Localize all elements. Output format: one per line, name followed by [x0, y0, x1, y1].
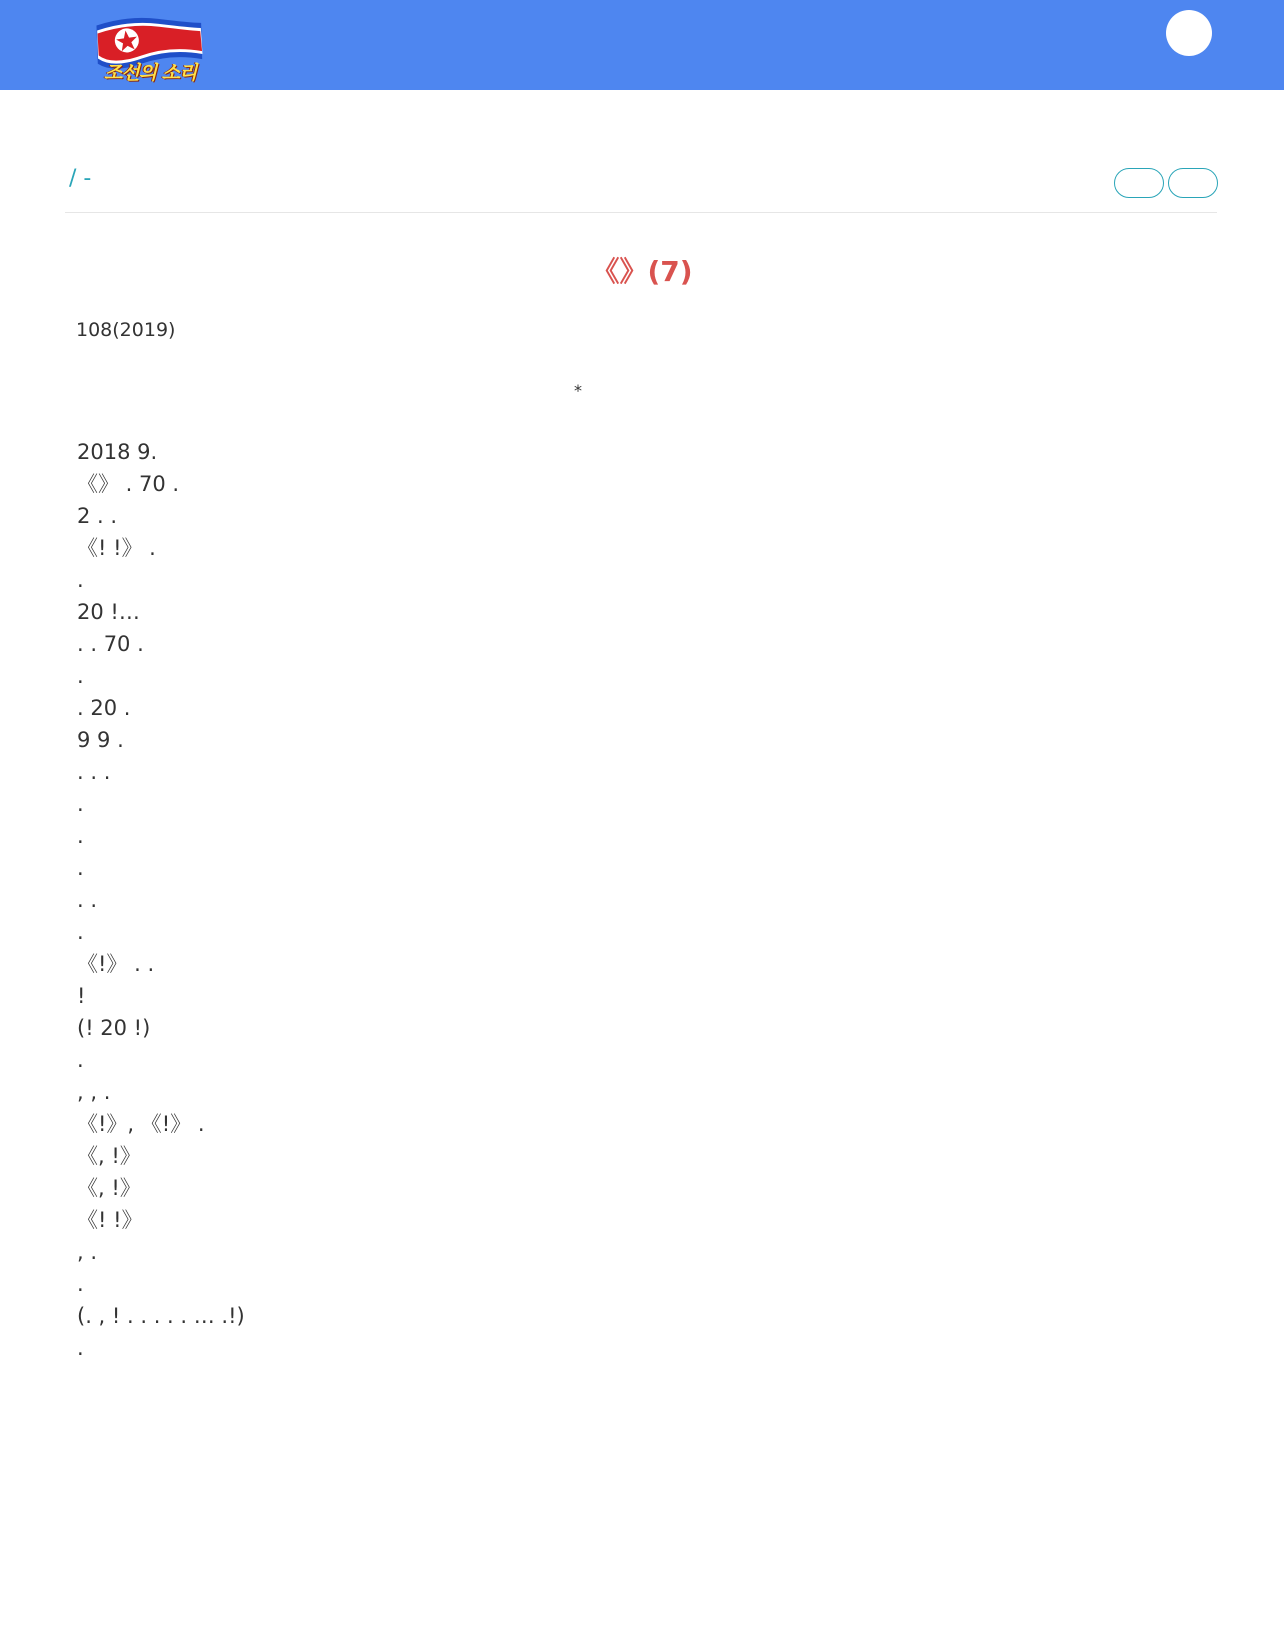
paragraph: 《! !》 . — [77, 536, 156, 560]
paragraph: 20 !… — [77, 600, 140, 624]
paragraph: . — [77, 856, 84, 880]
paragraph: 《, !》 — [77, 1176, 141, 1200]
paragraph: 2018 9. — [77, 440, 158, 464]
paragraph: . — [77, 1336, 84, 1360]
paragraph: . — [77, 1272, 84, 1296]
article-title: 《》(7) — [591, 255, 693, 288]
section-separator: * — [574, 381, 582, 400]
paragraph: . . . — [77, 760, 111, 784]
paragraph: ! — [77, 984, 86, 1008]
paragraph: 《! !》 — [77, 1208, 143, 1232]
paragraph: . 20 . — [77, 696, 131, 720]
search-button[interactable] — [1166, 10, 1212, 56]
paragraph: . — [77, 920, 84, 944]
paragraph: . . 70 . — [77, 632, 144, 656]
paragraph: , . — [77, 1240, 98, 1264]
paragraph: 《!》 . . — [77, 952, 155, 976]
next-button[interactable] — [1168, 168, 1218, 198]
divider — [65, 212, 1217, 213]
article-body — [69, 436, 1219, 1364]
paragraph: (. , ! . . . . . … .!) — [77, 1304, 245, 1328]
breadcrumb — [65, 166, 95, 191]
paragraph: 《, !》 — [77, 1144, 141, 1168]
breadcrumb-text[interactable]: / - — [69, 166, 92, 191]
paragraph: . — [77, 824, 84, 848]
paragraph: 9 9 . — [77, 728, 124, 752]
paragraph: . — [77, 664, 84, 688]
paragraph: , , . — [77, 1080, 111, 1104]
paragraph: 《!》, 《!》 . — [77, 1112, 205, 1136]
logo-text: 조선의 소리 — [104, 62, 197, 84]
top-header-bar — [0, 0, 1284, 90]
paragraph: (! 20 !) — [77, 1016, 151, 1040]
prev-button[interactable] — [1114, 168, 1164, 198]
paragraph: . — [77, 568, 84, 592]
paragraph: . — [77, 1048, 84, 1072]
paragraph: 2 . . — [77, 504, 118, 528]
article-date: 108(2019) — [76, 319, 176, 341]
paragraph: . . — [77, 888, 98, 912]
paragraph: 《》 . 70 . — [77, 472, 180, 496]
paragraph: . — [77, 792, 84, 816]
